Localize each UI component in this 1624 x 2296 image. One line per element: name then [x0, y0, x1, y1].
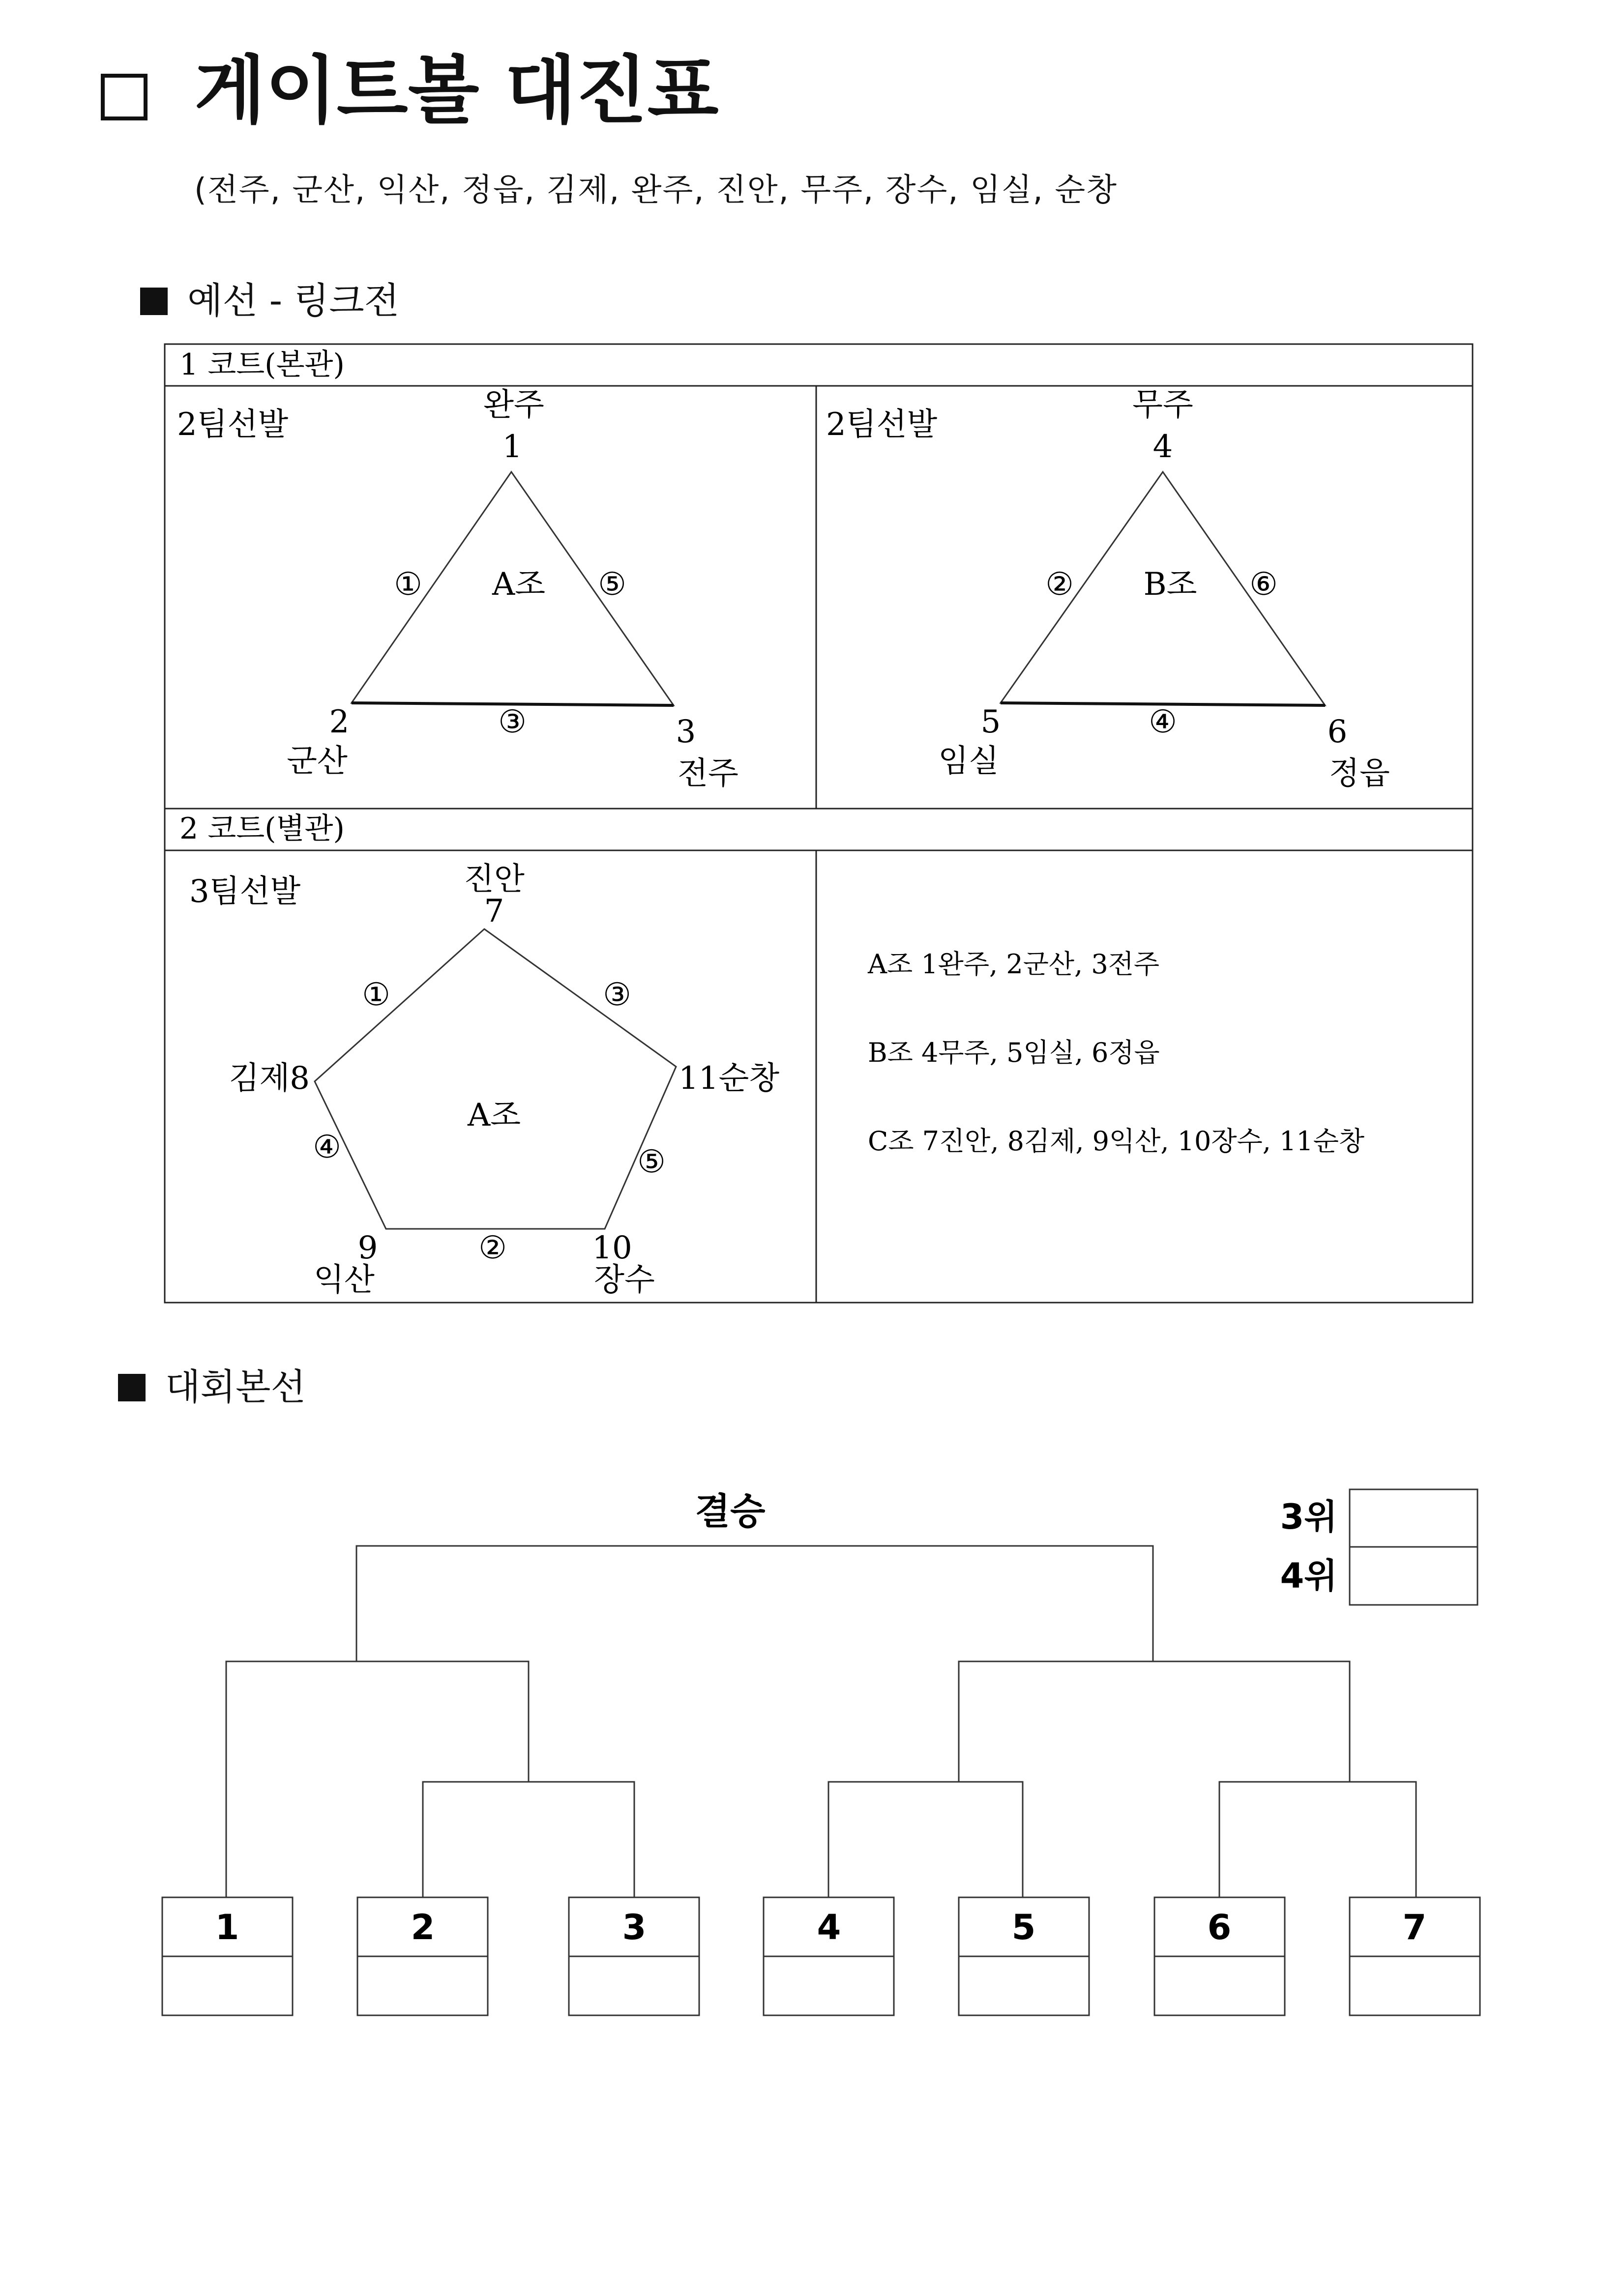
summary-line-c: C조 7진안, 8김제, 9익산, 10장수, 11순창	[868, 1126, 1365, 1157]
slot-2-entry[interactable]	[360, 1959, 485, 2013]
slot-1-label: 1	[215, 1907, 239, 1947]
third-place-box[interactable]	[1352, 1492, 1475, 1545]
slot-5-label: 5	[1011, 1907, 1036, 1947]
group-b-label: B조	[1143, 566, 1197, 603]
group-b-advance: 2팀선발	[826, 407, 938, 443]
main-section-heading	[118, 1366, 306, 1408]
group-a-left-num: 2	[329, 704, 350, 740]
summary-line-a: A조 1완주, 2군산, 3전주	[868, 949, 1160, 980]
slot-3-label: 3	[622, 1907, 647, 1947]
summary-line-b: B조 4무주, 5임실, 6정읍	[868, 1037, 1160, 1068]
group-a-right-num: 3	[676, 714, 696, 750]
group-b-left-team: 임실	[938, 743, 999, 780]
slot-7-label: 7	[1402, 1907, 1427, 1947]
prelim-section-title: 예선 - 링크전	[187, 280, 400, 322]
group-b-top-num: 4	[1152, 429, 1173, 465]
group-a-label: A조	[492, 566, 546, 603]
group-c-bl-team: 익산	[314, 1262, 375, 1298]
final-label: 결승	[695, 1490, 766, 1533]
fourth-place-box[interactable]	[1352, 1549, 1475, 1602]
page-subtitle: (전주, 군산, 익산, 정읍, 김제, 완주, 진안, 무주, 장수, 임실, 순창	[194, 172, 1118, 208]
slot-1-entry[interactable]	[165, 1959, 290, 2013]
group-c-br-num: 10	[592, 1230, 632, 1266]
group-b-game-bottom: ④	[1149, 704, 1177, 740]
group-c-game-ur: ③	[603, 977, 631, 1013]
fourth-place-label: 4위	[1280, 1556, 1337, 1596]
court1-label: 1 코트(본관)	[179, 348, 345, 382]
group-c-label: A조	[467, 1097, 521, 1133]
group-a-top-team: 완주	[483, 387, 544, 423]
slot-3-entry[interactable]	[571, 1959, 697, 2013]
group-c-left-label: 김제8	[229, 1060, 310, 1097]
slot-5-entry[interactable]	[961, 1959, 1087, 2013]
group-c-pentagon	[315, 929, 676, 1229]
group-b-right-num: 6	[1327, 714, 1348, 750]
main-section-title: 대회본선	[165, 1366, 306, 1408]
page-title: 게이트볼 대진표	[194, 48, 719, 134]
slot-7-entry[interactable]	[1352, 1959, 1477, 2013]
tournament-bracket	[0, 1425, 1624, 2064]
group-c-game-ll: ④	[313, 1129, 341, 1165]
group-a-advance: 2팀선발	[177, 407, 289, 443]
group-b-game-left: ②	[1045, 566, 1074, 603]
slot-4-entry[interactable]	[766, 1959, 891, 2013]
group-c-game-lr: ⑤	[637, 1144, 666, 1180]
group-a-right-team: 전주	[678, 756, 738, 792]
group-a-game-right: ⑤	[598, 566, 626, 603]
group-c-bl-num: 9	[357, 1230, 378, 1266]
bracket-lines	[226, 1546, 1416, 1897]
group-c-game-ul: ①	[362, 977, 390, 1013]
slot-4-label: 4	[817, 1907, 841, 1947]
third-place-label: 3위	[1280, 1497, 1337, 1537]
group-a-game-left: ①	[394, 566, 422, 603]
group-b-top-team: 무주	[1132, 387, 1193, 423]
group-c-advance: 3팀선발	[189, 873, 301, 910]
group-b-game-right: ⑥	[1249, 566, 1278, 603]
slot-6-label: 6	[1207, 1907, 1232, 1947]
prelim-table-borders	[165, 344, 1473, 1303]
group-c-top-num: 7	[484, 893, 504, 930]
square-bullet-icon	[118, 1374, 146, 1401]
group-a-game-bottom: ③	[498, 704, 527, 740]
group-b-left-num: 5	[980, 704, 1001, 740]
group-a-left-team: 군산	[287, 743, 348, 780]
court2-label-text: 2 코트(별관)	[179, 812, 345, 846]
group-c-top-team: 진안	[464, 861, 525, 898]
group-c-br-team: 장수	[594, 1262, 655, 1298]
slot-2-label: 2	[411, 1907, 435, 1947]
group-a-top-num: 1	[502, 429, 523, 465]
group-c-game-bottom: ②	[478, 1230, 507, 1266]
slot-6-entry[interactable]	[1157, 1959, 1282, 2013]
group-c-right-label: 11순창	[679, 1060, 780, 1097]
group-b-right-team: 정읍	[1329, 756, 1390, 792]
